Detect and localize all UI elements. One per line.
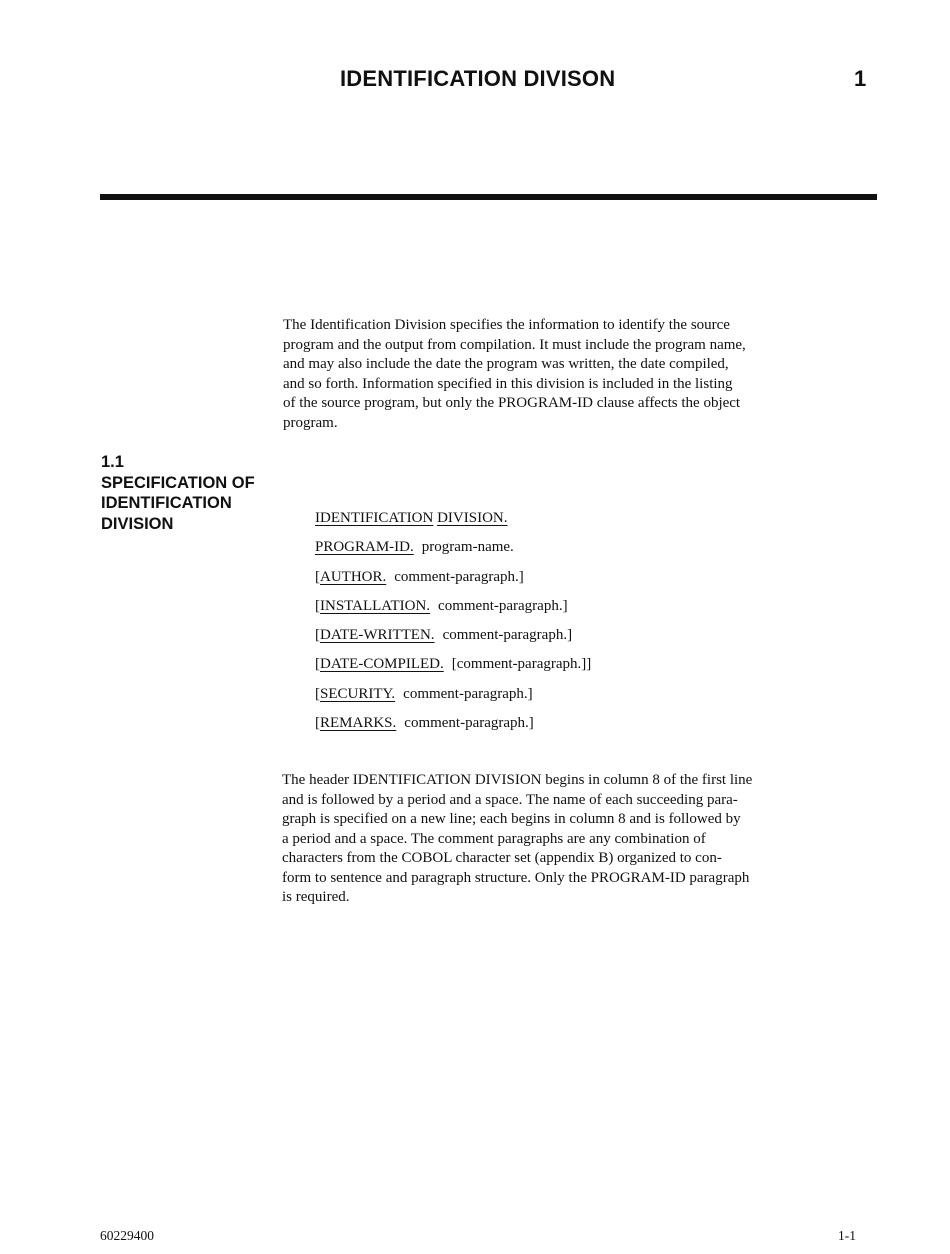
body-line: a period and a space. The comment paragraphs are any combination of xyxy=(282,830,706,847)
intro-line: of the source program, but only the PROGRAM-ID clause affects the object xyxy=(283,395,741,412)
body-line: graph is specified on a new line; each begins in column 8 and is followed by xyxy=(282,811,741,827)
section-heading xyxy=(101,452,255,534)
page-number: 1-1 xyxy=(838,1228,856,1243)
format-open-bracket: [ xyxy=(315,597,320,614)
format-open-bracket: [ xyxy=(315,715,320,732)
intro-line: and may also include the date the program was written, the date compiled, xyxy=(283,356,729,373)
intro-line: program. xyxy=(283,414,338,431)
format-header-line xyxy=(315,510,591,539)
format-line-date-written xyxy=(315,627,591,656)
format-open-bracket: [ xyxy=(315,656,320,673)
publication-number: 60229400 xyxy=(100,1228,154,1243)
intro-line: and so forth. Information specified in this division is included in the listing xyxy=(283,375,733,392)
format-open-bracket: [ xyxy=(315,627,320,644)
format-line-remarks xyxy=(315,715,591,744)
format-keyword: AUTHOR. xyxy=(320,568,387,585)
format-keyword: DIVISION. xyxy=(437,510,508,526)
format-text: comment-paragraph.] xyxy=(404,715,534,732)
body-line: and is followed by a period and a space. The name of each succeeding para- xyxy=(282,791,738,808)
format-keyword: PROGRAM-ID. xyxy=(315,539,414,556)
format-line-author xyxy=(315,569,591,598)
format-text: comment-paragraph.] xyxy=(438,597,568,614)
format-text: program-name. xyxy=(421,539,514,556)
format-keyword: IDENTIFICATION xyxy=(315,510,434,526)
body-line: is required. xyxy=(282,889,350,905)
format-keyword: SECURITY. xyxy=(320,685,396,702)
chapter-number: 1 xyxy=(854,66,867,91)
intro-line: program and the output from compilation. It must include the program name, xyxy=(283,336,746,353)
format-open-bracket: [ xyxy=(315,568,320,585)
section-title-line: DIVISION xyxy=(101,514,174,533)
format-keyword: REMARKS. xyxy=(320,715,397,732)
format-block xyxy=(315,510,591,744)
section-title-line: SPECIFICATION OF xyxy=(101,473,255,492)
format-text: [comment-paragraph.]] xyxy=(451,656,592,673)
format-line-date-compiled xyxy=(315,656,591,685)
format-keyword: DATE-WRITTEN. xyxy=(320,627,435,644)
body-line: The header IDENTIFICATION DIVISION begins in column 8 of the first line xyxy=(282,772,753,788)
body-line: form to sentence and paragraph structure. Only the PROGRAM-ID paragraph xyxy=(282,869,750,886)
format-keyword: DATE-COMPILED. xyxy=(320,656,444,673)
format-text: comment-paragraph.] xyxy=(403,685,533,702)
section-number: 1.1 xyxy=(101,453,124,471)
section-title-line: IDENTIFICATION xyxy=(101,494,232,512)
format-line-program-id xyxy=(315,539,591,568)
format-text: comment-paragraph.] xyxy=(442,627,573,644)
body-line: characters from the COBOL character set (appendix B) organized to con- xyxy=(282,850,722,866)
chapter-title: IDENTIFICATION DIVISON xyxy=(340,66,616,91)
body-paragraph xyxy=(282,771,892,908)
intro-paragraph xyxy=(283,316,883,434)
header-rule xyxy=(100,194,877,200)
format-line-security xyxy=(315,686,591,715)
format-text: comment-paragraph.] xyxy=(394,568,524,585)
format-keyword: INSTALLATION. xyxy=(320,597,431,614)
intro-line: The Identification Division specifies the information to identify the source xyxy=(283,317,730,333)
format-line-installation xyxy=(315,598,591,627)
format-open-bracket: [ xyxy=(315,685,320,702)
